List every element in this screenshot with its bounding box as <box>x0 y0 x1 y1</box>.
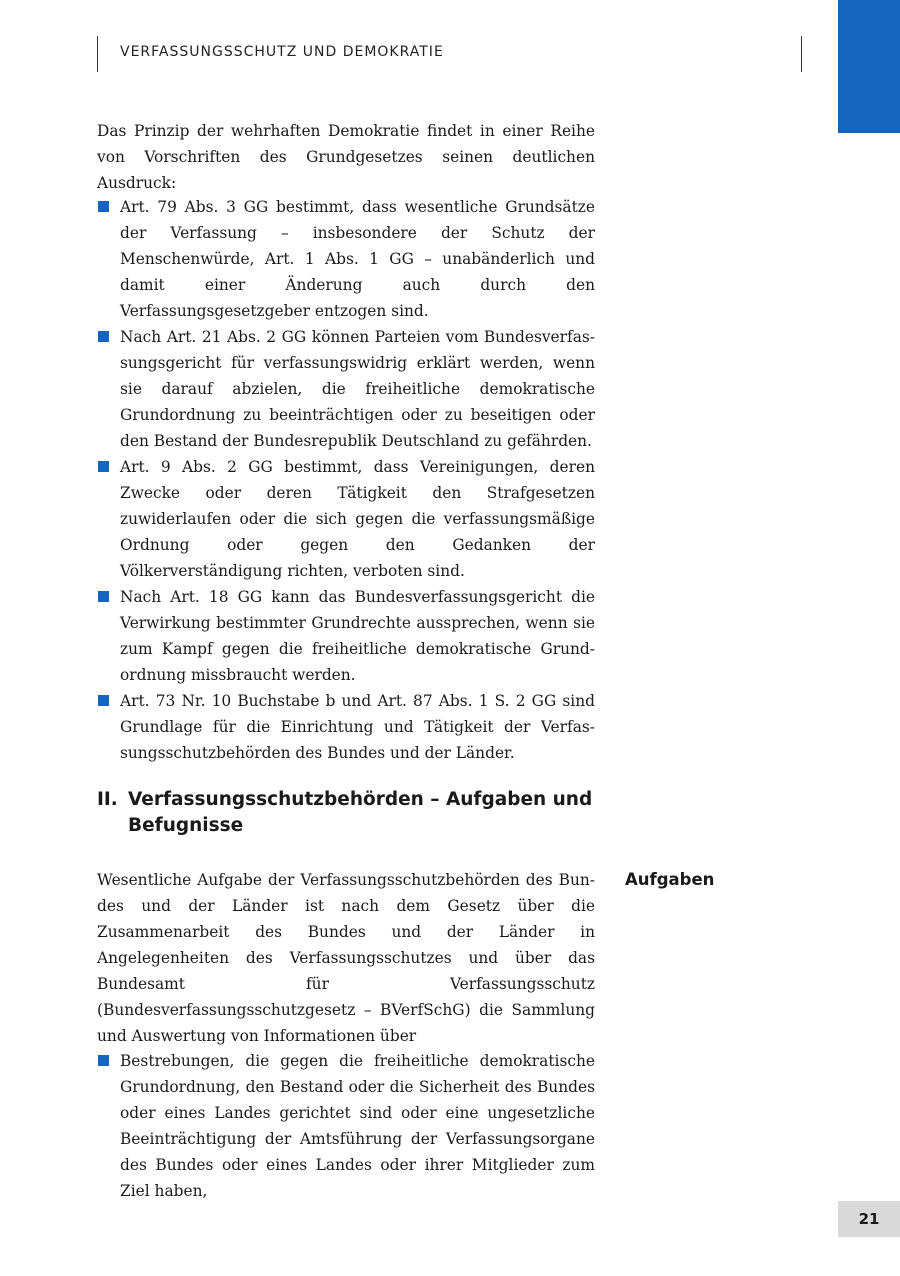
header-rule-right <box>801 36 802 72</box>
square-bullet-icon <box>98 201 109 212</box>
intro-text: Das Prinzip der wehrhaften Demokratie findet in einer Reihe von Vorschriften des Grundgesetzes seinen deutlichen Ausdruck: <box>97 122 595 192</box>
list-item <box>97 324 595 454</box>
section-number: II. <box>97 789 118 810</box>
header-rule-left <box>97 36 98 72</box>
chapter-tab <box>838 0 900 133</box>
tasks-paragraph <box>97 867 595 1049</box>
list-item-text: Nach Art. 18 GG kann das Bundesverfassungsgericht die Verwirkung bestimmter Grundrechte aussprechen, wenn sie zum Kampf gegen die freiheitliche demokratische Grundordnung missbraucht werden. <box>120 588 595 684</box>
page-number: 21 <box>838 1201 900 1237</box>
section-heading <box>97 787 617 839</box>
constitution-articles-list <box>97 194 595 766</box>
square-bullet-icon <box>98 591 109 602</box>
running-header: VERFASSUNGSSCHUTZ UND DEMOKRATIE <box>120 44 444 60</box>
list-item-text: Art. 73 Nr. 10 Buchstabe b und Art. 87 Abs. 1 S. 2 GG sind Grundlage für die Einrichtung und Tätigkeit der Verfassungsschutzbehörden des Bundes und der Länder. <box>120 692 595 762</box>
square-bullet-icon <box>98 695 109 706</box>
square-bullet-icon <box>98 331 109 342</box>
list-item-text: Bestrebungen, die gegen die freiheitliche demokratische Grundordnung, den Bestand oder die Sicherheit des Bundes oder eines Landes gerichtet sind oder eine ungesetzliche Beeinträchtigung der Amtsführung der Verfassungsorgane des Bundes oder eines Landes oder ihrer Mitglieder zum Ziel haben, <box>120 1052 595 1200</box>
list-item-text: Art. 79 Abs. 3 GG bestimmt, dass wesentliche Grundsätze der Verfassung – insbesondere der Schutz der Menschenwürde, Art. 1 Abs. 1 GG – unabänderlich und damit einer Änderung auch durch den Verfassungsgesetzgeber entzogen sind. <box>120 198 595 320</box>
margin-note: Aufgaben <box>625 870 715 889</box>
list-item-text: Nach Art. 21 Abs. 2 GG können Parteien vom Bundesverfassungsgericht für verfassungswidrig erklärt werden, wenn sie darauf abzielen, die freiheitliche demokratische Grundordnung zu beeinträchtigen oder zu beseitigen oder den Bestand der Bundesrepublik Deutschland zu gefährden. <box>120 328 595 450</box>
intro-paragraph <box>97 118 595 196</box>
list-item <box>97 584 595 688</box>
tasks-list <box>97 1048 595 1204</box>
list-item <box>97 1048 595 1204</box>
list-item <box>97 194 595 324</box>
list-item <box>97 454 595 584</box>
list-item-text: Art. 9 Abs. 2 GG bestimmt, dass Vereinigungen, deren Zwecke oder deren Tätigkeit den Strafgesetzen zuwiderlaufen oder die sich gegen die verfassungsmäßige Ordnung oder gegen den Gedanken der Völkerverständigung richten, verboten sind. <box>120 458 595 580</box>
list-item <box>97 688 595 766</box>
square-bullet-icon <box>98 1055 109 1066</box>
tasks-text: Wesentliche Aufgabe der Verfassungsschutzbehörden des Bundes und der Länder ist nach dem Gesetz über die Zusammenarbeit des Bundes und der Länder in Angelegenheiten des Verfassungsschutzes und über das Bundesamt für Verfassungsschutz (Bundesverfassungsschutzgesetz – BVerfSchG) die Sammlung und Auswertung von Informationen über <box>97 871 595 1045</box>
square-bullet-icon <box>98 461 109 472</box>
section-title: Verfassungsschutzbehörden – Aufgaben und Befugnisse <box>128 789 593 836</box>
